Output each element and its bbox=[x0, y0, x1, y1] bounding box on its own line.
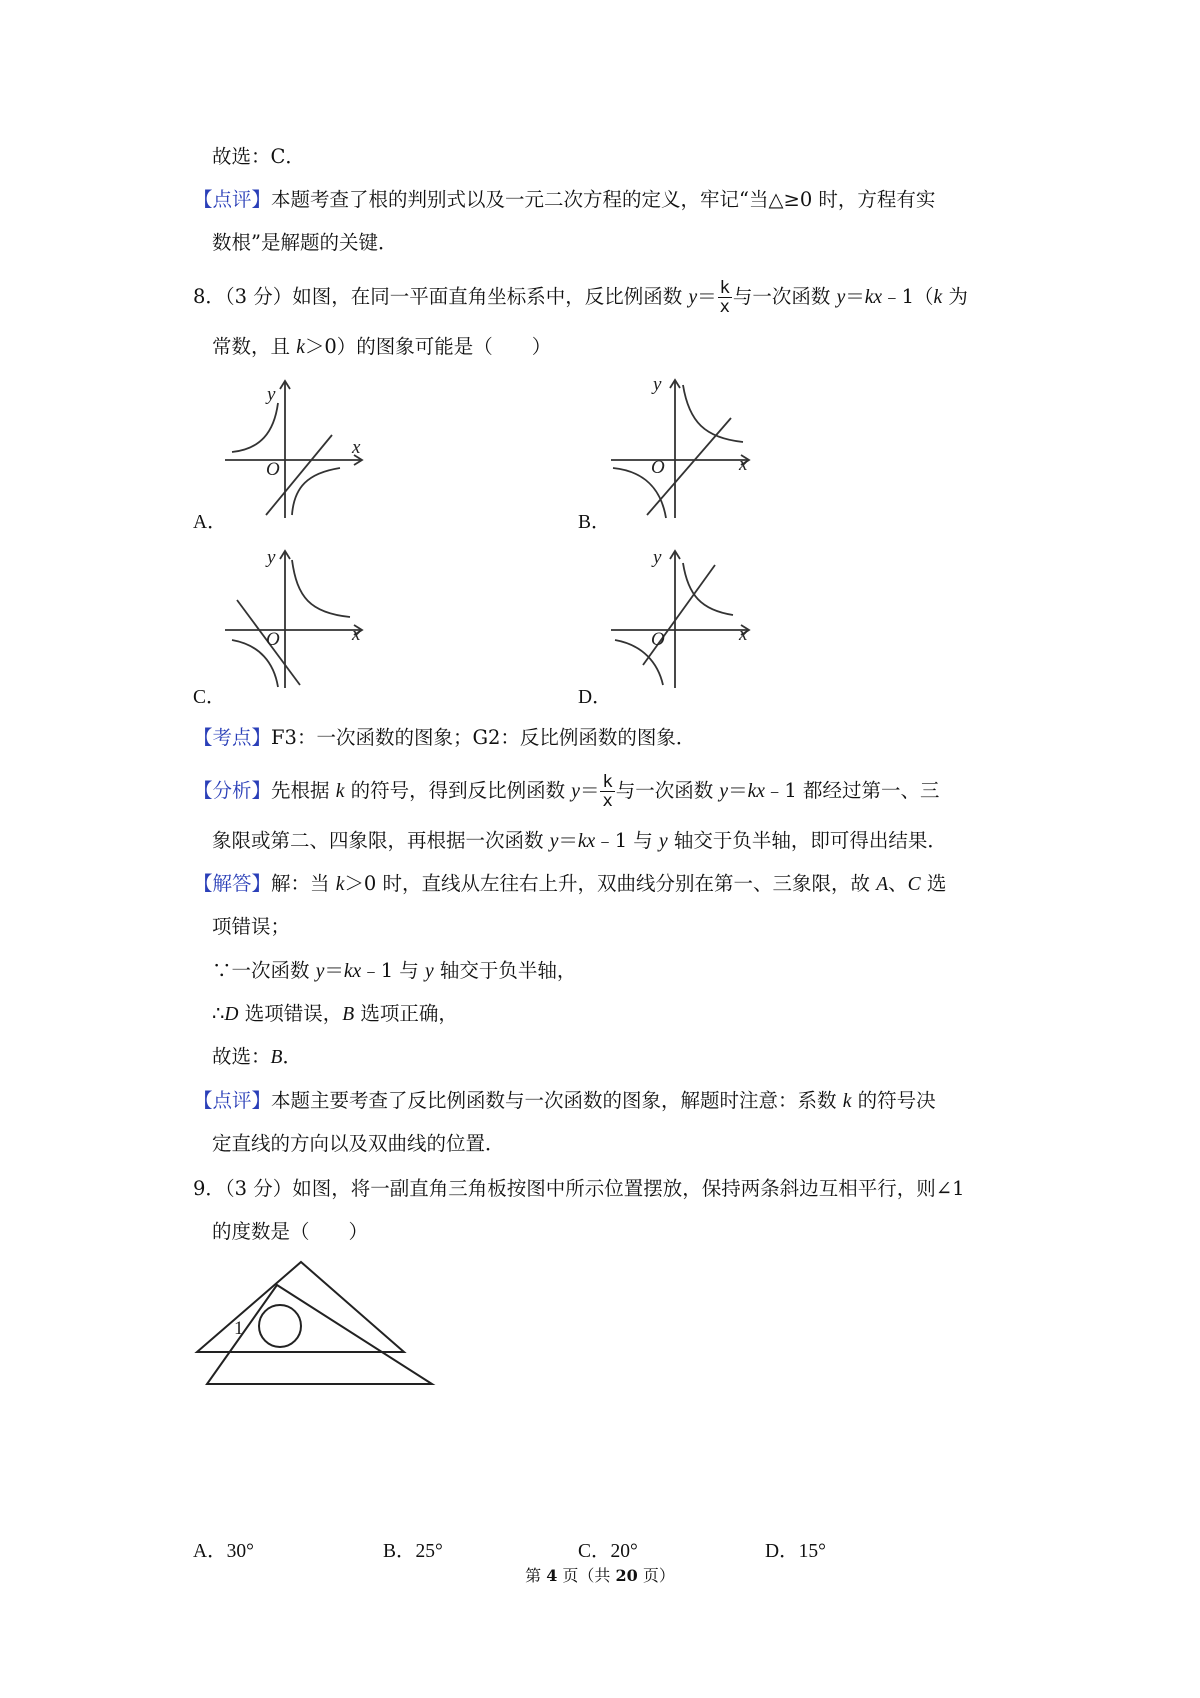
q8-kaodian: 【考点】F3：一次函数的图象；G2：反比例函数的图象． bbox=[193, 726, 696, 749]
page-footer: 第 4 页（共 20 页） bbox=[525, 1566, 675, 1585]
q8-stem-line1: 8．（3 分）如图，在同一平面直角坐标系中，反比例函数 y＝ $\frac{k}{x}$ 与一次函数 y＝kx﹣1（k 为 bbox=[193, 278, 968, 317]
option-b-label: B． bbox=[578, 512, 611, 533]
q8-dianping-line2: 定直线的方向以及双曲线的位置． bbox=[212, 1132, 505, 1155]
graph-d bbox=[603, 545, 783, 695]
graph-c bbox=[200, 545, 380, 695]
q9-answer-d: D．15° bbox=[765, 1541, 826, 1562]
svg-text:O: O bbox=[266, 629, 280, 650]
prev-comment-line1: 【点评】本题考查了根的判别式以及一元二次方程的定义，牢记“当△≥0 时，方程有实 bbox=[193, 188, 936, 211]
axis-y-label: y bbox=[267, 384, 276, 405]
svg-text:O: O bbox=[651, 629, 665, 650]
q8-fraction: $\frac{k}{x}$ bbox=[719, 278, 730, 317]
q8-fenxi-line2: 象限或第二、四象限，再根据一次函数 y＝kx﹣1 与 y 轴交于负半轴，即可得出结果． bbox=[212, 829, 947, 852]
origin-label: O bbox=[266, 459, 280, 480]
q8-select: 故选：B． bbox=[212, 1045, 302, 1068]
q9-stem-line2: 的度数是（ ） bbox=[212, 1220, 369, 1243]
graph-a bbox=[200, 375, 380, 525]
svg-text:x: x bbox=[352, 624, 361, 645]
q8-dianping-line1: 【点评】本题主要考查了反比例函数与一次函数的图象，解题时注意：系数 k 的符号决 bbox=[193, 1089, 936, 1112]
svg-text:O: O bbox=[651, 457, 665, 478]
q8-stem-line2: 常数，且 k＞0）的图象可能是（ ） bbox=[212, 335, 552, 358]
option-d-label: D． bbox=[578, 687, 612, 708]
option-c-label: C． bbox=[193, 687, 226, 708]
svg-text:y: y bbox=[653, 374, 662, 395]
prev-comment-line2: 数根”是解题的关键． bbox=[212, 231, 398, 254]
q8-jieda-line1: 【解答】解：当 k＞0 时，直线从左往右上升，双曲线分别在第一、三象限，故 A、C 选 bbox=[193, 872, 947, 895]
q9-triangles-figure bbox=[190, 1256, 450, 1396]
q8-because: ∵一次函数 y＝kx﹣1 与 y 轴交于负半轴， bbox=[212, 959, 577, 982]
q9-stem-line1: 9．（3 分）如图，将一副直角三角板按图中所示位置摆放，保持两条斜边互相平行，则∠1 bbox=[193, 1177, 965, 1200]
page-total: 20 bbox=[615, 1566, 638, 1585]
option-a-label: A． bbox=[193, 512, 227, 533]
q8-therefore: ∴D 选项错误，B 选项正确， bbox=[212, 1002, 458, 1025]
q9-answer-c: C．20° bbox=[578, 1541, 638, 1562]
svg-text:y: y bbox=[653, 547, 662, 568]
page-number: 4 bbox=[546, 1566, 558, 1585]
graph-b bbox=[603, 370, 783, 525]
prev-conclusion: 故选：C． bbox=[212, 145, 305, 168]
comment-tag: 【点评】 bbox=[193, 188, 272, 211]
q8-fenxi-line1: 【分析】先根据 k 的符号，得到反比例函数 y＝ $\frac{k}{x}$ 与一次函数 y＝kx﹣1 都经过第一、三 bbox=[193, 772, 940, 811]
angle-1-label: 1 bbox=[234, 1318, 244, 1339]
svg-text:y: y bbox=[267, 547, 276, 568]
q8-fenxi-fraction: $\frac{k}{x}$ bbox=[602, 772, 613, 811]
svg-text:x: x bbox=[739, 624, 748, 645]
q9-answer-b: B．25° bbox=[383, 1541, 443, 1562]
q8-jieda-line2: 项错误； bbox=[212, 915, 291, 938]
svg-text:x: x bbox=[739, 454, 748, 475]
axis-x-label: x bbox=[352, 437, 361, 458]
q9-answer-a: A．30° bbox=[193, 1541, 254, 1562]
